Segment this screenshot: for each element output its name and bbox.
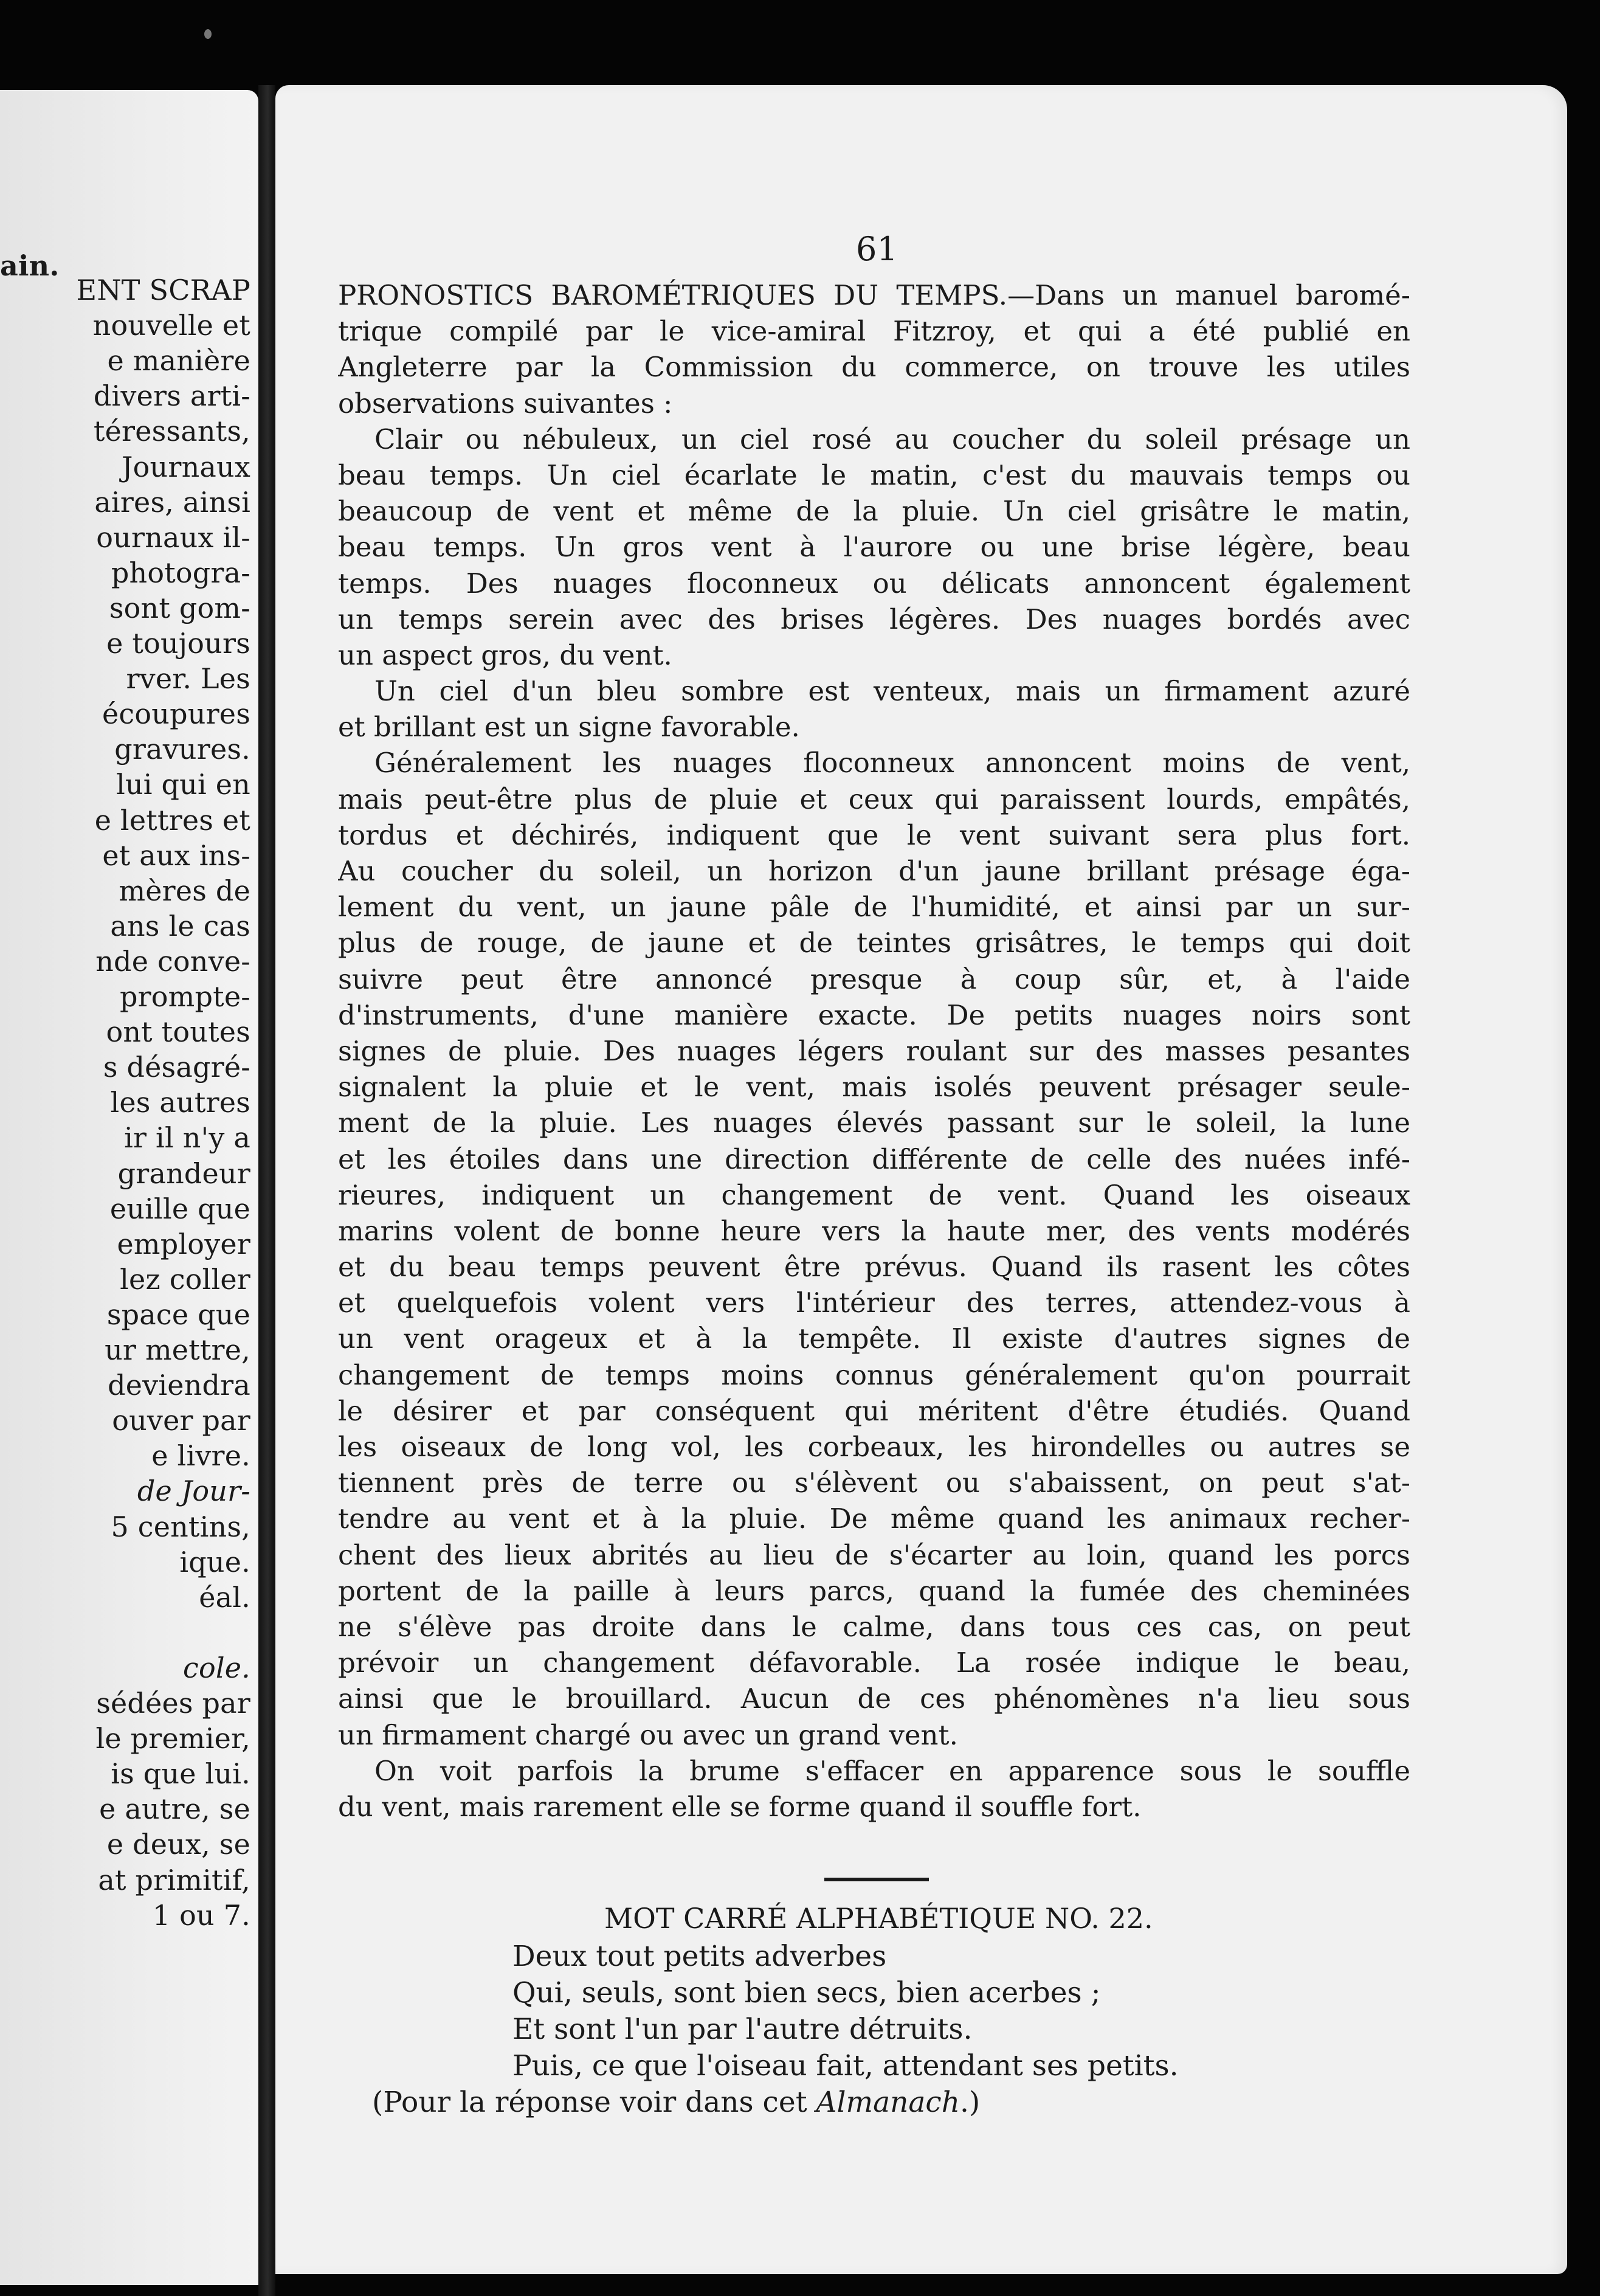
puzzle-verse: Et sont l'un par l'autre détruits.	[512, 2013, 973, 2046]
article-line: Un ciel d'un bleu sombre est venteux, mais un firmament azuré	[374, 675, 1410, 708]
left-page-line: photogra-	[111, 556, 250, 589]
article-line: beau temps. Un gros vent à l'aurore ou une brise légère, beau	[338, 531, 1410, 564]
left-page-line: les autres	[110, 1086, 250, 1119]
left-page-line: euille que	[109, 1192, 250, 1225]
article-line: un firmament chargé ou avec un grand vent.	[338, 1718, 958, 1751]
left-page-line: ouver par	[112, 1404, 250, 1437]
left-page-line: e deux, se	[106, 1828, 250, 1861]
left-page-line: rver. Les	[126, 662, 250, 696]
left-page-line: 1 ou 7.	[152, 1898, 250, 1932]
left-page-line: cole.	[182, 1651, 250, 1684]
left-page-line: e autre, se	[99, 1793, 250, 1826]
article-line: Clair ou nébuleux, un ciel rosé au coucher du soleil présage un	[374, 423, 1410, 455]
article-line: et brillant est un signe favorable.	[338, 711, 800, 744]
article-line: Au coucher du soleil, un horizon d'un jaune brillant présage éga-	[338, 855, 1410, 887]
left-page-line: ique.	[179, 1545, 250, 1579]
left-page-line: sédées par	[96, 1687, 250, 1720]
article-line: signalent la pluie et le vent, mais isolés peuvent présager seule-	[338, 1071, 1410, 1104]
article-line: marins volent de bonne heure vers la haute mer, des vents modérés	[338, 1214, 1410, 1247]
left-page-line: is que lui.	[111, 1757, 250, 1791]
left-page-line: nde conve-	[95, 944, 250, 978]
left-page-line: éal.	[199, 1580, 250, 1614]
article-line: chent des lieux abrités au lieu de s'écarter au loin, quand les porcs	[338, 1538, 1410, 1571]
article-line: portent de la paille à leurs parcs, quand la fumée des cheminées	[338, 1574, 1410, 1607]
left-page-line: ont toutes	[106, 1015, 250, 1049]
left-page-line: lez coller	[120, 1262, 250, 1296]
left-page-line: nouvelle et	[92, 309, 250, 342]
article-body	[338, 277, 1410, 1825]
left-page-line: aires, ainsi	[94, 485, 250, 519]
article-title: PRONOSTICS BAROMÉTRIQUES DU TEMPS.	[338, 279, 1008, 311]
article-line: suivre peut être annoncé presque à coup sûr, et, à l'aide	[338, 963, 1410, 995]
article-line: d'instruments, d'une manière exacte. De petits nuages noirs sont	[338, 998, 1410, 1031]
article-line: les oiseaux de long vol, les corbeaux, les hirondelles ou autres se	[338, 1431, 1410, 1463]
answer-note	[372, 2086, 980, 2119]
article-line: un vent orageux et à la tempête. Il existe d'autres signes de	[338, 1323, 1410, 1355]
left-page-line: ain.	[0, 249, 60, 282]
left-page-line: Journaux	[122, 450, 250, 483]
left-page-line: grandeur	[117, 1157, 250, 1190]
article-line: beau temps. Un ciel écarlate le matin, c'est du mauvais temps ou	[338, 458, 1410, 491]
left-page-line: et aux ins-	[102, 839, 250, 872]
article-line: On voit parfois la brume s'effacer en apparence sous le souffle	[374, 1754, 1410, 1787]
scan-dust-mark	[204, 29, 212, 39]
article-line: ne s'élève pas droite dans le calme, dans tous ces cas, on peut	[338, 1610, 1410, 1643]
page-number: 61	[856, 230, 898, 268]
left-page-line: s désagré-	[103, 1051, 250, 1084]
article-line: et du beau temps peuvent être prévus. Quand ils rasent les côtes	[338, 1251, 1410, 1284]
article-line: mais peut-être plus de pluie et ceux qui paraissent lourds, empâtés,	[338, 783, 1410, 815]
left-page-line: mères de	[119, 874, 250, 907]
left-page-line: sont gom-	[109, 591, 250, 624]
article-line: un temps serein avec des brises légères. Des nuages bordés avec	[338, 603, 1410, 635]
article-line: Généralement les nuages floconneux annoncent moins de vent,	[374, 747, 1410, 780]
section-divider	[824, 1878, 929, 1881]
left-page-line: e toujours	[106, 627, 250, 660]
article-line: rieures, indiquent un changement de vent. Quand les oiseaux	[338, 1178, 1410, 1211]
left-page-line: lui qui en	[116, 768, 250, 801]
answer-book-title: Almanach	[816, 2086, 960, 2119]
article-line: un aspect gros, du vent.	[338, 638, 672, 671]
article-line: plus de rouge, de jaune et de teintes grisâtres, le temps qui doit	[338, 927, 1410, 960]
book-gutter	[258, 85, 275, 2296]
left-page-line: at primitif,	[98, 1863, 250, 1897]
article-line: temps. Des nuages floconneux ou délicats annoncent également	[338, 567, 1410, 600]
article-line: tendre au vent et à la pluie. De même quand les animaux recher-	[338, 1502, 1410, 1535]
article-line: le désirer et par conséquent qui méritent d'être étudiés. Quand	[338, 1394, 1410, 1427]
article-line: Angleterre par la Commission du commerce, on trouve les utiles	[338, 351, 1410, 384]
article-line-0	[338, 277, 1410, 313]
puzzle-verse: Puis, ce que l'oiseau fait, attendant ses petits.	[512, 2049, 1179, 2083]
article-line: tordus et déchirés, indiquent que le vent suivant sera plus fort.	[338, 818, 1410, 851]
answer-suffix: .)	[959, 2086, 981, 2119]
article-line: trique compilé par le vice-amiral Fitzroy, et qui a été publié en	[338, 315, 1410, 348]
left-page-line: e livre.	[151, 1439, 250, 1473]
left-page-line: écoupures	[102, 697, 250, 731]
article-line: ainsi que le brouillard. Aucun de ces phénomènes n'a lieu sous	[338, 1682, 1410, 1715]
left-page-line: divers arti-	[93, 379, 250, 413]
left-page-line: e manière	[107, 344, 250, 378]
left-page-line: e lettres et	[94, 803, 250, 837]
article-line: tiennent près de terre ou s'élèvent ou s'abaissent, on peut s'at-	[338, 1467, 1410, 1499]
article-first-line: —Dans un manuel baromé-	[1007, 279, 1410, 311]
article-line: et quelquefois volent vers l'intérieur des terres, attendez-vous à	[338, 1287, 1410, 1319]
article-line: du vent, mais rarement elle se forme quand il souffle fort.	[338, 1790, 1142, 1823]
left-page-line: gravures.	[114, 733, 250, 766]
left-page-line: de Jour-	[137, 1475, 250, 1508]
article-line: lement du vent, un jaune pâle de l'humidité, et ainsi par un sur-	[338, 891, 1410, 924]
article-line: et les étoiles dans une direction différente de celle des nuées infé-	[338, 1143, 1410, 1175]
article-line: prévoir un changement défavorable. La rosée indique le beau,	[338, 1647, 1410, 1679]
left-page-line: 5 centins,	[111, 1510, 250, 1543]
article-line: beaucoup de vent et même de la pluie. Un ciel grisâtre le matin,	[338, 495, 1410, 528]
left-page-line: prompte-	[119, 980, 250, 1013]
left-page-line: employer	[117, 1227, 250, 1260]
article-line: observations suivantes :	[338, 387, 673, 420]
article-line: ment de la pluie. Les nuages élevés passant sur le soleil, la lune	[338, 1107, 1410, 1139]
article-line: changement de temps moins connus généralement qu'on pourrait	[338, 1358, 1410, 1391]
left-page-line: ur mettre,	[105, 1333, 250, 1366]
left-page-line: ans le cas	[110, 909, 250, 942]
article-line: signes de pluie. Des nuages légers roulant sur des masses pesantes	[338, 1034, 1410, 1067]
answer-prefix: (Pour la réponse voir dans cet	[372, 2086, 816, 2119]
left-page-line: téressants,	[93, 415, 250, 448]
left-page-line: space que	[106, 1298, 250, 1331]
left-page-line: le premier,	[95, 1722, 250, 1755]
puzzle-verse: Qui, seuls, sont bien secs, bien acerbes ;	[512, 1976, 1101, 2010]
puzzle-title: MOT CARRÉ ALPHABÉTIQUE NO. 22.	[604, 1902, 1153, 1935]
left-page-line: deviendra	[108, 1369, 250, 1402]
left-page-line: ENT SCRAP	[76, 274, 250, 306]
left-page-line: ir il n'y a	[124, 1121, 250, 1155]
left-page-line: ournaux il-	[96, 520, 250, 554]
puzzle-verse: Deux tout petits adverbes	[512, 1940, 887, 1973]
